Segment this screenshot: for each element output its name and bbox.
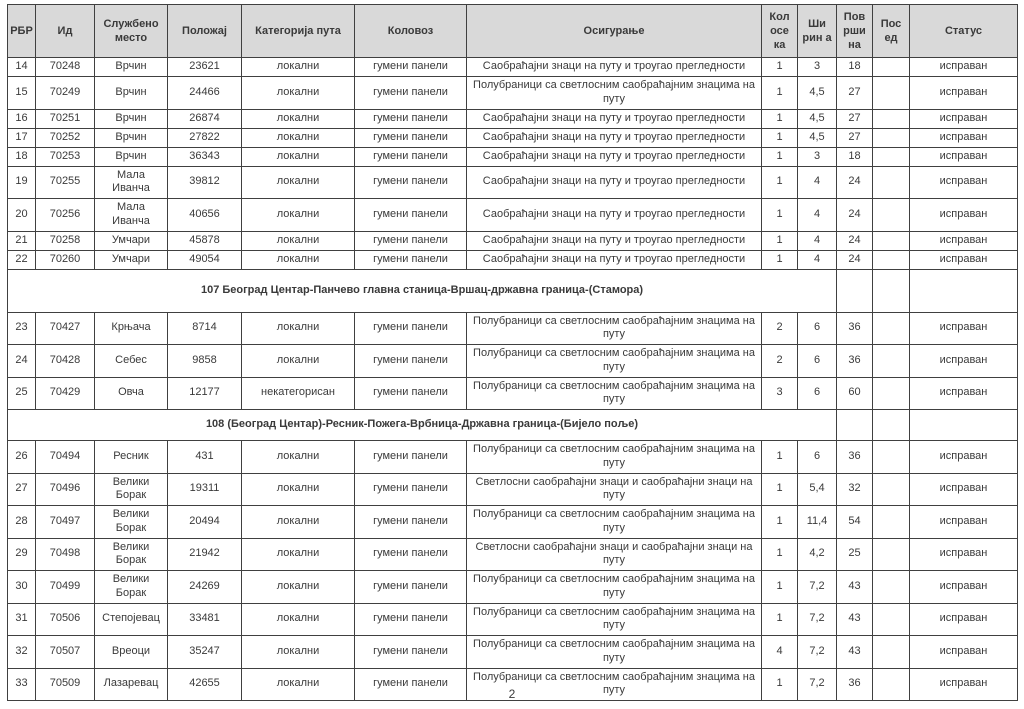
cell-roadway: гумени панели [355,603,467,636]
cell-area: 27 [837,77,873,110]
cell-tracks: 1 [762,199,798,232]
section-title: 108 (Београд Центар)-Ресник-Пожега-Врбница-Државна граница-(Бијело поље) [8,410,837,441]
cell-area: 36 [837,345,873,378]
cell-rbr: 19 [8,166,36,199]
cell-area: 25 [837,538,873,571]
cell-protection: Саобраћајни знаци на путу и троугао прегледности [467,166,762,199]
cell-width: 7,2 [798,668,837,701]
cell-protection: Светлосни саобраћајни знаци и саобраћајни знаци на путу [467,538,762,571]
table-row [8,506,1018,539]
cell-category: локални [242,250,355,269]
cell-rbr: 22 [8,250,36,269]
cell-id: 70256 [36,199,95,232]
table-row [8,538,1018,571]
cell-category: локални [242,345,355,378]
cell-id: 70497 [36,506,95,539]
table-row [8,109,1018,128]
column-header-id: Ид [36,5,95,58]
cell-position: 36343 [168,147,242,166]
cell-rbr: 16 [8,109,36,128]
cell-category: локални [242,77,355,110]
cell-position: 33481 [168,603,242,636]
cell-possession [873,128,910,147]
cell-rbr: 24 [8,345,36,378]
cell-tracks: 2 [762,312,798,345]
cell-status: исправан [910,109,1018,128]
cell-roadway: гумени панели [355,506,467,539]
cell-width: 7,2 [798,571,837,604]
cell-status: исправан [910,603,1018,636]
cell-possession [873,571,910,604]
cell-protection: Полубраници са светлосним саобраћајним знацима на путу [467,506,762,539]
cell-id: 70506 [36,603,95,636]
cell-tracks: 1 [762,128,798,147]
cell-category: локални [242,128,355,147]
column-header-category: Категорија пута [242,5,355,58]
cell-place: Умчари [95,231,168,250]
cell-roadway: гумени панели [355,250,467,269]
cell-place: Вреоци [95,636,168,669]
cell-status: исправан [910,128,1018,147]
cell-tracks: 3 [762,377,798,410]
cell-width: 4 [798,166,837,199]
cell-id: 70507 [36,636,95,669]
cell-protection: Саобраћајни знаци на путу и троугао прегледности [467,250,762,269]
cell-position: 9858 [168,345,242,378]
cell-place: Себес [95,345,168,378]
cell-id: 70253 [36,147,95,166]
cell-category: локални [242,231,355,250]
cell-possession [873,345,910,378]
cell-width: 7,2 [798,636,837,669]
cell-tracks: 4 [762,636,798,669]
cell-area: 32 [837,473,873,506]
cell-width: 5,4 [798,473,837,506]
cell-area: 24 [837,231,873,250]
cell-tracks: 1 [762,571,798,604]
cell-possession [873,473,910,506]
cell-tracks: 1 [762,147,798,166]
cell-area: 60 [837,377,873,410]
cell-id: 70498 [36,538,95,571]
cell-roadway: гумени панели [355,636,467,669]
cell-protection: Полубраници са светлосним саобраћајним знацима на путу [467,636,762,669]
table-row [8,58,1018,77]
cell-rbr: 33 [8,668,36,701]
cell-rbr: 21 [8,231,36,250]
cell-status: исправан [910,636,1018,669]
cell-possession [873,199,910,232]
cell-width: 4,5 [798,109,837,128]
table-row [8,571,1018,604]
section-empty-cell-status [910,269,1018,312]
cell-category: локални [242,312,355,345]
cell-possession [873,77,910,110]
cell-possession [873,166,910,199]
table-header-row [8,5,1018,58]
cell-roadway: гумени панели [355,147,467,166]
section-title: 107 Београд Центар-Панчево главна станица-Вршац-државна граница-(Стамора) [8,269,837,312]
cell-tracks: 1 [762,668,798,701]
cell-place: Лазаревац [95,668,168,701]
cell-id: 70255 [36,166,95,199]
cell-status: исправан [910,312,1018,345]
cell-possession [873,312,910,345]
column-header-roadway: Коловоз [355,5,467,58]
cell-width: 6 [798,441,837,474]
table-row [8,636,1018,669]
section-row [8,410,1018,441]
cell-roadway: гумени панели [355,77,467,110]
cell-protection: Полубраници са светлосним саобраћајним знацима на путу [467,345,762,378]
cell-category: локални [242,473,355,506]
cell-category: локални [242,109,355,128]
cell-possession [873,58,910,77]
cell-rbr: 25 [8,377,36,410]
cell-roadway: гумени панели [355,312,467,345]
cell-id: 70248 [36,58,95,77]
table-row [8,231,1018,250]
cell-status: исправан [910,250,1018,269]
cell-area: 36 [837,668,873,701]
cell-category: некатегорисан [242,377,355,410]
cell-roadway: гумени панели [355,199,467,232]
cell-area: 43 [837,603,873,636]
cell-status: исправан [910,538,1018,571]
cell-roadway: гумени панели [355,377,467,410]
cell-roadway: гумени панели [355,473,467,506]
cell-tracks: 1 [762,166,798,199]
cell-position: 21942 [168,538,242,571]
cell-roadway: гумени панели [355,571,467,604]
cell-tracks: 1 [762,250,798,269]
cell-status: исправан [910,77,1018,110]
cell-width: 6 [798,345,837,378]
cell-width: 4 [798,199,837,232]
column-header-area: Пов рши на [837,5,873,58]
cell-width: 7,2 [798,603,837,636]
cell-area: 18 [837,147,873,166]
cell-rbr: 28 [8,506,36,539]
cell-place: Врчин [95,77,168,110]
cell-possession [873,377,910,410]
cell-position: 49054 [168,250,242,269]
cell-protection: Полубраници са светлосним саобраћајним знацима на путу [467,312,762,345]
cell-protection: Полубраници са светлосним саобраћајним знацима на путу [467,603,762,636]
table-row [8,77,1018,110]
cell-rbr: 20 [8,199,36,232]
cell-area: 27 [837,128,873,147]
cell-status: исправан [910,58,1018,77]
cell-place: Врчин [95,128,168,147]
cell-width: 3 [798,58,837,77]
cell-place: Степојевац [95,603,168,636]
cell-position: 23621 [168,58,242,77]
cell-place: Овча [95,377,168,410]
cell-position: 42655 [168,668,242,701]
cell-possession [873,441,910,474]
cell-rbr: 23 [8,312,36,345]
cell-tracks: 1 [762,538,798,571]
cell-area: 27 [837,109,873,128]
cell-roadway: гумени панели [355,231,467,250]
cell-possession [873,506,910,539]
cell-position: 431 [168,441,242,474]
cell-possession [873,603,910,636]
cell-roadway: гумени панели [355,441,467,474]
cell-tracks: 2 [762,345,798,378]
cell-area: 36 [837,441,873,474]
cell-place: Велики Борак [95,473,168,506]
column-header-tracks: Кол осе ка [762,5,798,58]
table-row [8,345,1018,378]
cell-protection: Саобраћајни знаци на путу и троугао прегледности [467,109,762,128]
cell-rbr: 26 [8,441,36,474]
cell-position: 24269 [168,571,242,604]
cell-id: 70251 [36,109,95,128]
cell-place: Велики Борак [95,571,168,604]
cell-tracks: 1 [762,473,798,506]
cell-roadway: гумени панели [355,109,467,128]
table-row [8,199,1018,232]
section-empty-cell-area [837,410,873,441]
cell-position: 40656 [168,199,242,232]
cell-tracks: 1 [762,77,798,110]
page-number: 2 [508,687,516,701]
cell-category: локални [242,441,355,474]
cell-protection: Полубраници са светлосним саобраћајним знацима на путу [467,77,762,110]
cell-place: Велики Борак [95,506,168,539]
cell-rbr: 30 [8,571,36,604]
table-row [8,603,1018,636]
cell-id: 70249 [36,77,95,110]
cell-status: исправан [910,147,1018,166]
column-header-status: Статус [910,5,1018,58]
column-header-place: Службено место [95,5,168,58]
cell-width: 4 [798,231,837,250]
cell-position: 24466 [168,77,242,110]
section-empty-cell-possession [873,410,910,441]
cell-protection: Светлосни саобраћајни знаци и саобраћајни знаци на путу [467,473,762,506]
cell-rbr: 15 [8,77,36,110]
cell-tracks: 1 [762,506,798,539]
cell-category: локални [242,199,355,232]
level-crossings-table [7,4,1018,701]
cell-possession [873,636,910,669]
table-body [8,58,1018,701]
table-row [8,441,1018,474]
cell-place: Велики Борак [95,538,168,571]
cell-category: локални [242,166,355,199]
cell-rbr: 18 [8,147,36,166]
column-header-position: Положај [168,5,242,58]
cell-possession [873,538,910,571]
cell-place: Врчин [95,147,168,166]
cell-possession [873,250,910,269]
cell-position: 39812 [168,166,242,199]
cell-status: исправан [910,377,1018,410]
cell-tracks: 1 [762,58,798,77]
cell-roadway: гумени панели [355,58,467,77]
cell-position: 12177 [168,377,242,410]
table-row [8,473,1018,506]
table-row [8,250,1018,269]
cell-status: исправан [910,231,1018,250]
cell-width: 11,4 [798,506,837,539]
column-header-protection: Осигурање [467,5,762,58]
cell-protection: Саобраћајни знаци на путу и троугао прегледности [467,231,762,250]
cell-protection: Саобраћајни знаци на путу и троугао прегледности [467,128,762,147]
cell-position: 35247 [168,636,242,669]
table-row [8,312,1018,345]
table-row [8,147,1018,166]
cell-protection: Саобраћајни знаци на путу и троугао прегледности [467,199,762,232]
cell-place: Крњача [95,312,168,345]
cell-roadway: гумени панели [355,668,467,701]
cell-status: исправан [910,668,1018,701]
cell-status: исправан [910,199,1018,232]
cell-position: 45878 [168,231,242,250]
cell-id: 70494 [36,441,95,474]
cell-tracks: 1 [762,441,798,474]
table-row [8,166,1018,199]
cell-status: исправан [910,571,1018,604]
cell-area: 54 [837,506,873,539]
cell-status: исправан [910,441,1018,474]
cell-category: локални [242,571,355,604]
cell-position: 26874 [168,109,242,128]
cell-place: Мала Иванча [95,166,168,199]
column-header-possession: Пос ед [873,5,910,58]
cell-protection: Саобраћајни знаци на путу и троугао прегледности [467,147,762,166]
cell-width: 6 [798,312,837,345]
cell-position: 8714 [168,312,242,345]
cell-area: 24 [837,166,873,199]
cell-status: исправан [910,345,1018,378]
cell-protection: Саобраћајни знаци на путу и троугао прегледности [467,58,762,77]
cell-possession [873,109,910,128]
cell-width: 3 [798,147,837,166]
cell-tracks: 1 [762,109,798,128]
cell-category: локални [242,668,355,701]
cell-possession [873,231,910,250]
cell-place: Врчин [95,109,168,128]
cell-status: исправан [910,506,1018,539]
cell-area: 24 [837,250,873,269]
table-header [8,5,1018,58]
cell-id: 70252 [36,128,95,147]
cell-protection: Полубраници са светлосним саобраћајним знацима на путу [467,441,762,474]
cell-protection: Полубраници са светлосним саобраћајним знацима на путу [467,668,762,701]
section-row [8,269,1018,312]
section-empty-cell-status [910,410,1018,441]
cell-rbr: 14 [8,58,36,77]
cell-tracks: 1 [762,231,798,250]
cell-width: 4,5 [798,128,837,147]
cell-width: 6 [798,377,837,410]
cell-rbr: 31 [8,603,36,636]
cell-category: локални [242,603,355,636]
table-row [8,128,1018,147]
cell-area: 36 [837,312,873,345]
cell-position: 27822 [168,128,242,147]
column-header-width: Ши рин а [798,5,837,58]
cell-position: 19311 [168,473,242,506]
table-row [8,377,1018,410]
cell-area: 24 [837,199,873,232]
cell-area: 43 [837,636,873,669]
cell-category: локални [242,147,355,166]
cell-protection: Полубраници са светлосним саобраћајним знацима на путу [467,377,762,410]
cell-width: 4,2 [798,538,837,571]
cell-area: 43 [837,571,873,604]
cell-protection: Полубраници са светлосним саобраћајним знацима на путу [467,571,762,604]
cell-roadway: гумени панели [355,345,467,378]
cell-tracks: 1 [762,603,798,636]
cell-rbr: 27 [8,473,36,506]
cell-category: локални [242,506,355,539]
cell-status: исправан [910,166,1018,199]
cell-width: 4 [798,250,837,269]
cell-place: Ресник [95,441,168,474]
cell-id: 70258 [36,231,95,250]
cell-category: локални [242,636,355,669]
cell-roadway: гумени панели [355,538,467,571]
cell-id: 70509 [36,668,95,701]
cell-id: 70428 [36,345,95,378]
section-empty-cell-area [837,269,873,312]
cell-id: 70260 [36,250,95,269]
cell-category: локални [242,58,355,77]
cell-rbr: 17 [8,128,36,147]
cell-area: 18 [837,58,873,77]
cell-roadway: гумени панели [355,166,467,199]
column-header-rbr: РБР [8,5,36,58]
cell-id: 70429 [36,377,95,410]
cell-position: 20494 [168,506,242,539]
cell-rbr: 32 [8,636,36,669]
cell-possession [873,147,910,166]
cell-width: 4,5 [798,77,837,110]
cell-category: локални [242,538,355,571]
cell-rbr: 29 [8,538,36,571]
cell-roadway: гумени панели [355,128,467,147]
cell-place: Мала Иванча [95,199,168,232]
cell-id: 70499 [36,571,95,604]
section-empty-cell-possession [873,269,910,312]
cell-id: 70496 [36,473,95,506]
cell-id: 70427 [36,312,95,345]
cell-place: Врчин [95,58,168,77]
cell-place: Умчари [95,250,168,269]
cell-status: исправан [910,473,1018,506]
